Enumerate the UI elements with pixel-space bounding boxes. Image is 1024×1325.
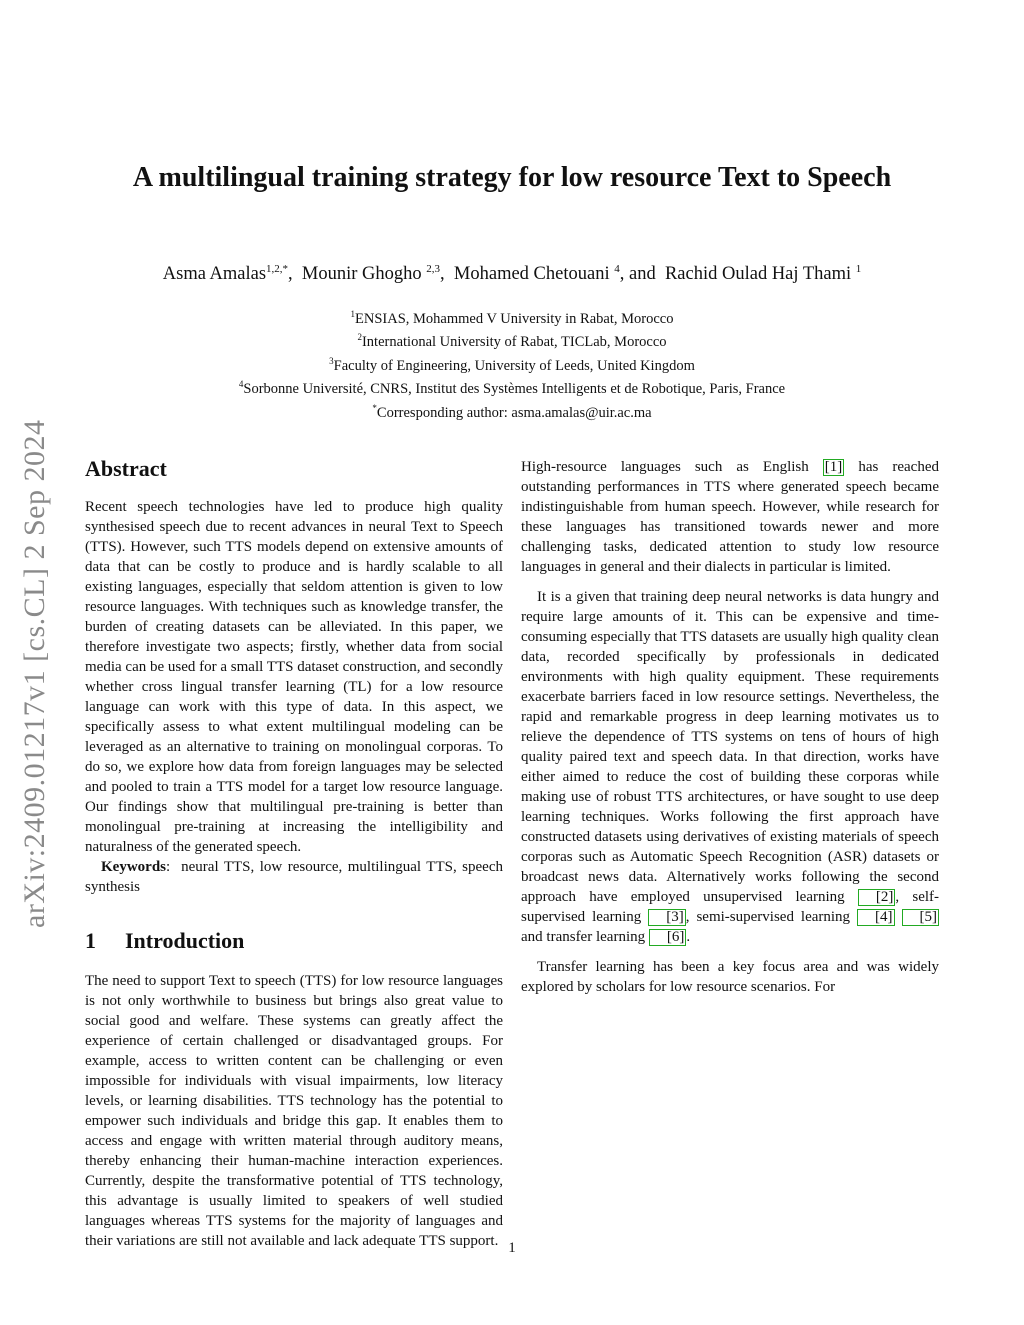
author-name: Rachid Oulad Haj Thami — [664, 264, 852, 285]
keywords-label: Keywords — [101, 859, 166, 875]
citation-link[interactable]: [3] — [648, 909, 686, 926]
citation-link[interactable]: [1] — [824, 459, 843, 475]
paragraph-text — [895, 909, 902, 925]
paper-title: A multilingual training strategy for low resource Text to Speech — [132, 162, 892, 193]
intro-paragraph-2 — [521, 457, 939, 577]
section-title: Introduction — [125, 928, 245, 953]
corresponding-author-text: Corresponding author: asma.amalas@uir.ac.ma — [376, 404, 652, 421]
paragraph-text: . — [686, 929, 691, 945]
keywords-text: neural TTS, low resource, multilingual TTS, speech synthesis — [85, 859, 503, 895]
left-column — [85, 455, 503, 1251]
introduction-heading — [85, 927, 503, 955]
affiliation — [80, 305, 944, 328]
affiliation — [80, 328, 944, 351]
author-connector: and — [628, 264, 656, 285]
affiliation-list — [80, 305, 944, 422]
intro-paragraph-3 — [521, 587, 939, 947]
abstract-text: Recent speech technologies have led to produce high quality synthesised speech due to recent advances in neural Text to Speech (TTS). However, such TTS models depend on extensive amounts of data that can be costly to produce and is hardly scalable to all existing languages, especially that seldom attention is given to low resource languages. With techniques such as knowledge transfer, the burden of creating datasets can be alleviated. In this paper, we therefore investigate two aspects; firstly, whether data from social media can be used for a small TTS dataset construction, and secondly whether cross lingual transfer learning (TL) for a low resource language can work with this type of data. In this aspect, we specifically assess to what extent multilingual modeling can be leveraged as an alternative to training on monolingual corporas. To do so, we explore how data from foreign languages may be selected and pooled to train a TTS model for a target low resource language. Our findings show that multilingual pre-training is better than monolingual pre-training at increasing the intelligibility and naturalness of the generated speech. — [85, 499, 503, 855]
affiliation — [80, 375, 944, 398]
author-name: Mohamed Chetouani — [453, 264, 610, 285]
author-affil-mark: 4 — [614, 263, 620, 275]
page-number: 1 — [508, 1240, 516, 1256]
section-number: 1 — [85, 928, 96, 953]
affiliation-mark: 1 — [350, 309, 356, 319]
abstract-heading: Abstract — [85, 456, 167, 481]
paragraph-text: High-resource languages such as English — [521, 459, 823, 475]
citation-link[interactable]: [4] — [857, 909, 895, 926]
right-column — [521, 457, 939, 997]
affiliation-text: ENSIAS, Mohammed V University in Rabat, Morocco — [355, 310, 674, 327]
keywords: Keywords: neural TTS, low resource, multilingual TTS, speech synthesis — [85, 859, 503, 895]
citation-link[interactable]: [6] — [649, 929, 687, 946]
author-affil-mark: 1,2,* — [266, 263, 289, 275]
author-name: Mounir Ghogho — [301, 264, 422, 285]
author-list: Asma Amalas$^{1,2,*}$, Mounir Ghogho $^{2,3}$, Mohamed Chetouani $^4$, and Rachid Oulad Haj Thami $^1$ — [162, 263, 862, 285]
paragraph-text: has reached outstanding performances in TTS where generated speech became indistinguishable from human speech. However, while research for these languages has transitioned towards newer and more challenging tasks, dedicated attention to study low resource languages in general and their dialects in particular is limited. — [521, 459, 939, 575]
author-affil-mark: 2,3 — [426, 263, 441, 275]
intro-paragraph-4: Transfer learning has been a key focus area and was widely explored by scholars for low resource scenarios. For — [521, 959, 939, 995]
affiliation-text: Faculty of Engineering, University of Leeds, United Kingdom — [333, 357, 695, 374]
citation-link[interactable]: [5] — [902, 909, 940, 926]
citation-link[interactable]: [2] — [858, 889, 896, 906]
intro-paragraph-1: The need to support Text to speech (TTS) for low resource languages is not only worthwhile to business but brings also great value to social good and welfare. These systems can greatly affect the experience of certain challenged or disadvantaged groups. For example, access to written content can be challenging or even impossible for individuals with visual impairments, low literacy levels, or learning disabilities. TTS technology has the potential to empower such individuals and bridge this gap. It enables them to access and engage with written material through auditory means, thereby enhancing their human-machine interaction experiences. Currently, despite the transformative potential of TTS technology, this advantage is usually limited to speakers of well studied languages whereas TTS systems for the majority of languages and their variations are still not available and lack adequate TTS support. — [85, 973, 503, 1249]
arxiv-identifier: arXiv:2409.01217v1 [cs.CL] 2 Sep 2024 — [18, 419, 51, 928]
paragraph-text: It is a given that training deep neural networks is data hungry and require large amounts of it. This can be expensive and time-consuming especially that TTS datasets are usually high quality clean data, recorded specifically by professionals in dedicated environments with high quality equipment. These requirements exacerbate barriers faced in low resource settings. Nevertheless, the rapid and remarkable progress in deep learning motivates us to relieve the dependence of TTS systems on tens of hours of high quality paired text and speech data. In that direction, works have either aimed to reduce the cost of building these corporas while making use of robust TTS architectures, or have sought to use deep learning techniques. Works following the first approach have constructed datasets using derivatives of existing materials of speech corporas such as Automatic Speech Recognition (ASR) datasets or broadcast news data. Alternatively works following the second approach have employed unsupervised learning — [521, 589, 939, 905]
affiliation — [80, 352, 944, 375]
author-name: Asma Amalas — [162, 264, 267, 285]
affiliation-mark: * — [372, 402, 377, 413]
affiliation-mark: 2 — [357, 332, 362, 343]
paragraph-text: , self-supervised learning — [521, 889, 940, 925]
affiliation-text: Sorbonne Université, CNRS, Institut des Systèmes Intelligents et de Robotique, Paris, France — [243, 381, 786, 398]
corresponding-author — [80, 399, 944, 422]
affiliation-text: International University of Rabat, TICLab, Morocco — [361, 334, 667, 351]
paragraph-text: , semi-supervised learning — [685, 909, 858, 925]
affiliation-mark: 3 — [329, 355, 334, 366]
paragraph-text: and transfer learning — [521, 929, 649, 945]
author-affil-mark: 1 — [855, 263, 862, 275]
affiliation-mark: 4 — [238, 379, 244, 390]
